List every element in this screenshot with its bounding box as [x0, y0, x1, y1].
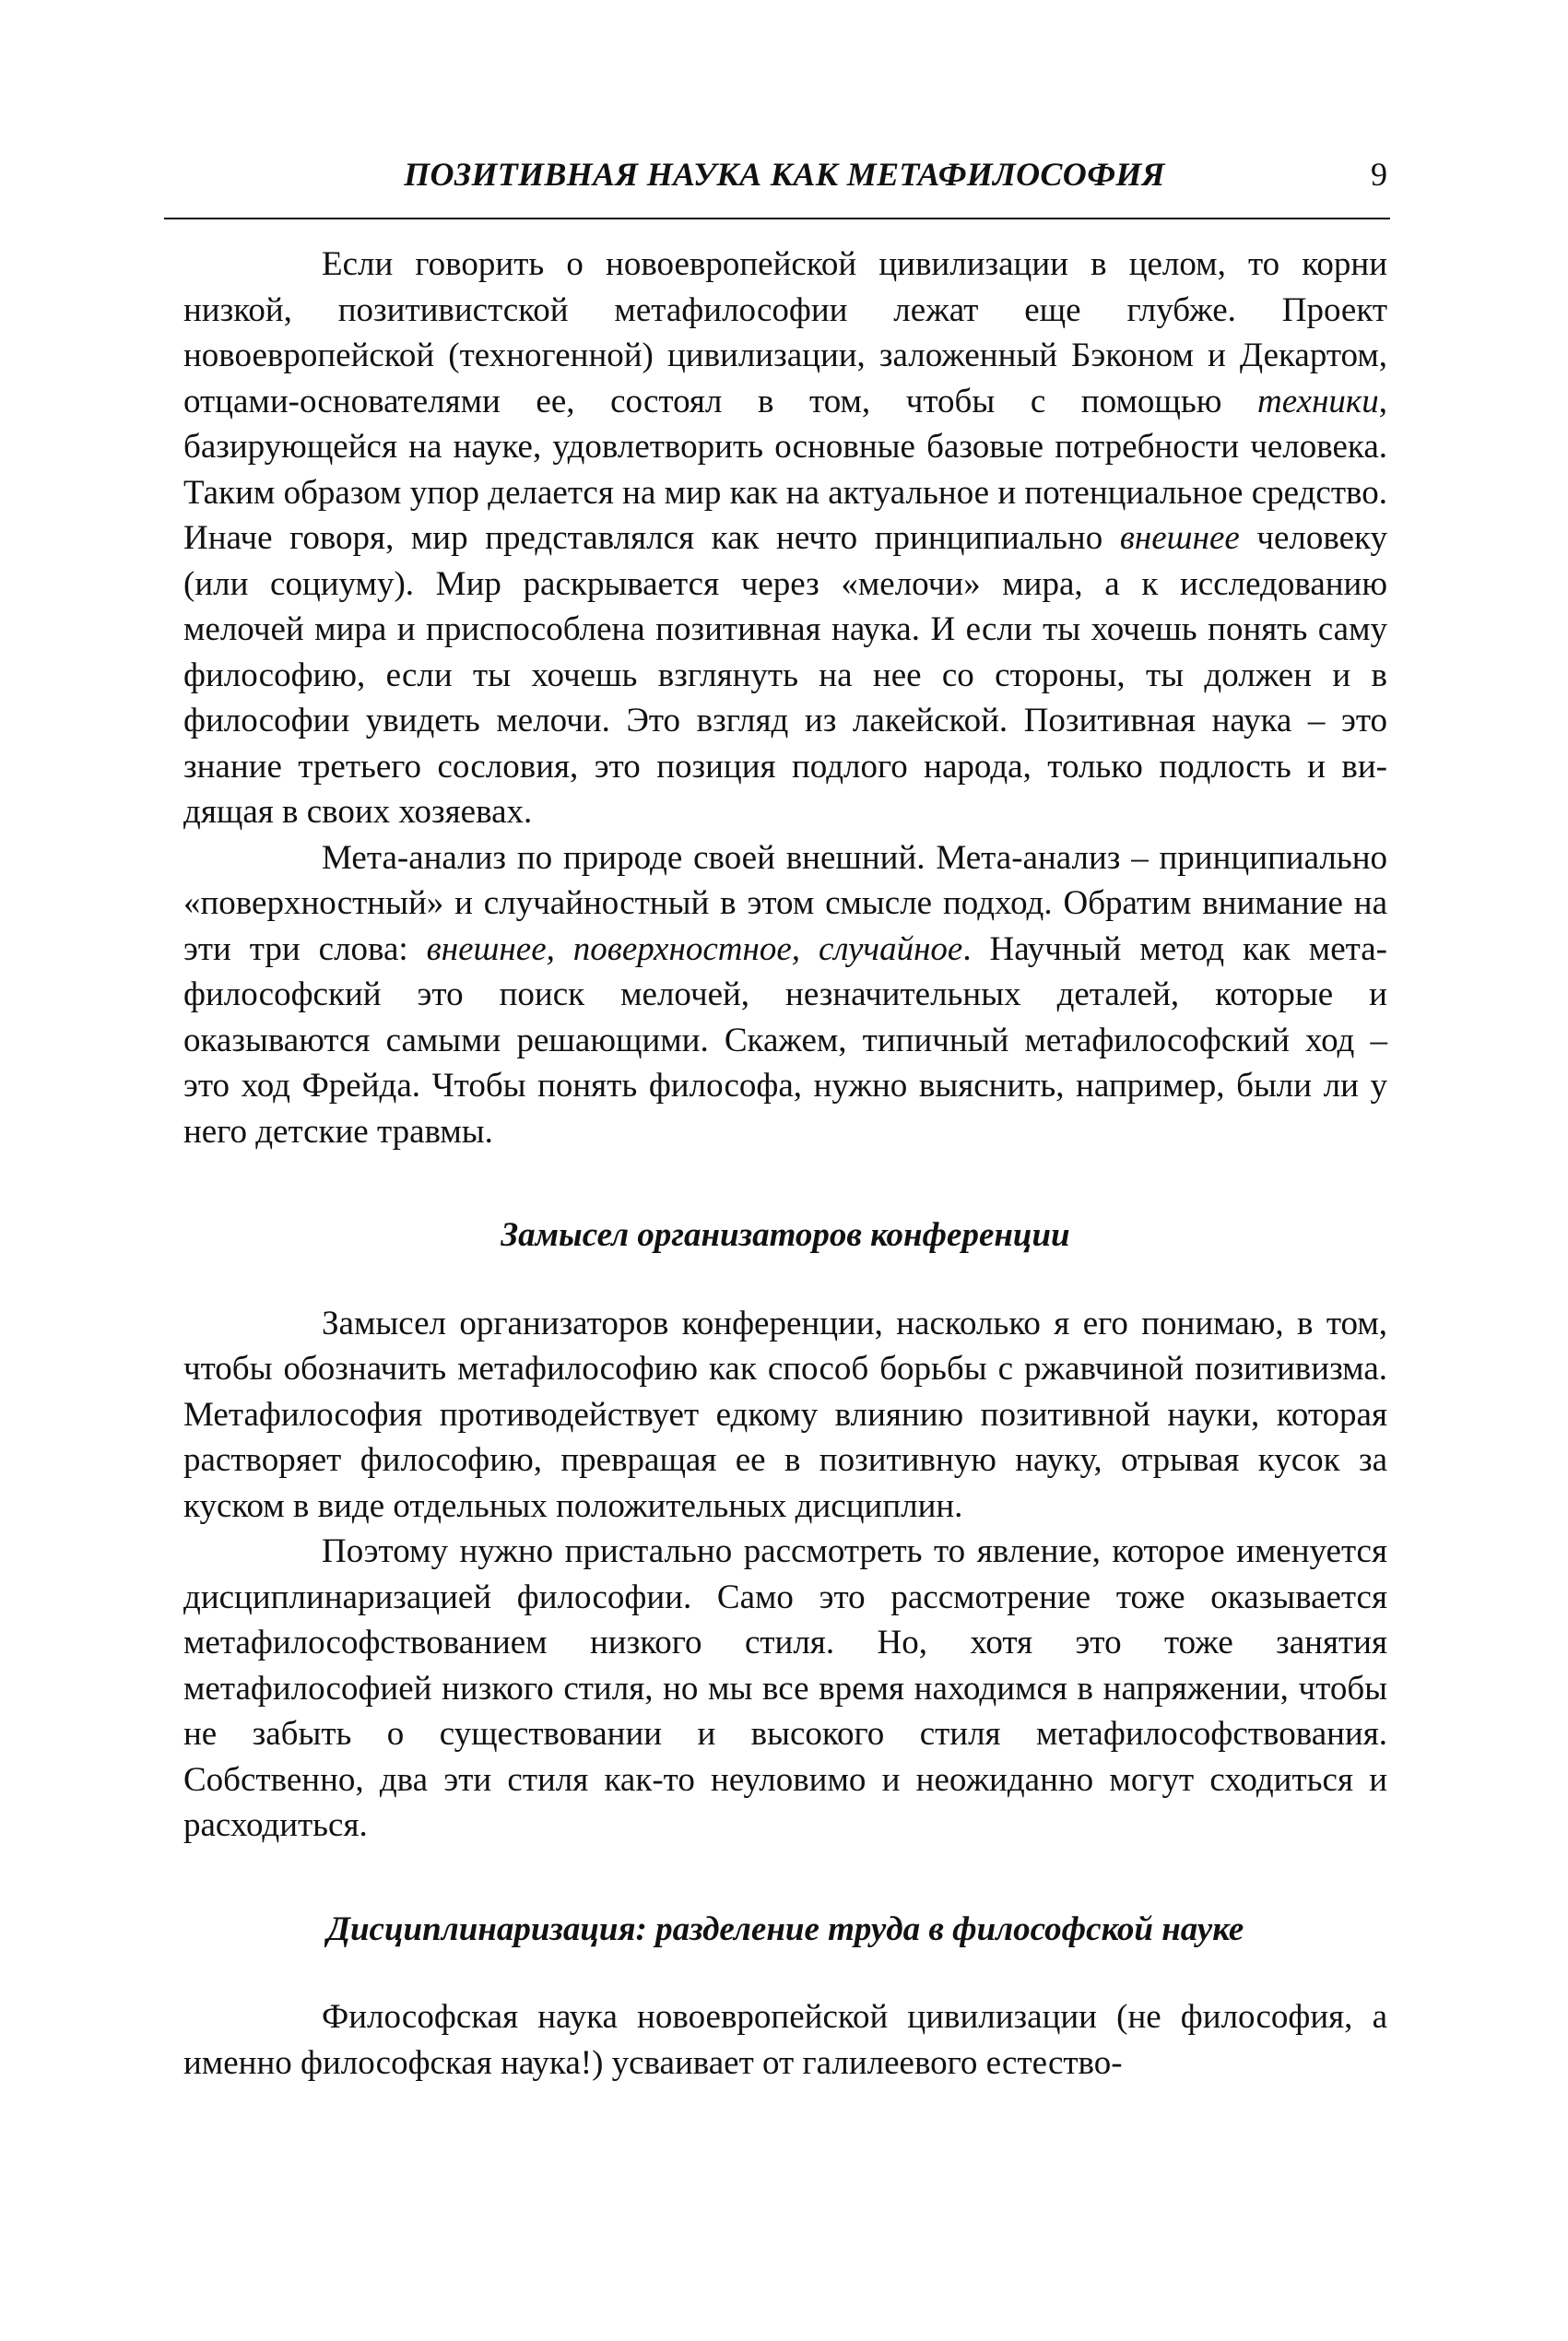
paragraph-2-text-c: . Научный метод как мета-философский это поиск мелочей, незначительных деталей, которые и оказываются самыми решающими. Скажем, типичный метафилософский ход – это ход Фрейда. Чтобы понять философа, нужно выяснить, например, были ли у него детские травмы.: [183, 929, 1387, 1151]
running-header: [182, 155, 1387, 210]
spacer: [183, 1259, 1387, 1301]
header-rule: [164, 218, 1390, 219]
paragraph-1-emphasis-external: внешнее: [1119, 519, 1240, 557]
paragraph-1: [183, 242, 1387, 835]
paragraph-2-text-a: Мета-анализ по природе своей внешний. Мета-анализ – принципиально «поверхностный» и случайностный в этом смысле подход. Обратим внимание на эти три слова:: [183, 838, 1387, 968]
paragraph-3: Замысел организаторов конференции, насколько я его понимаю, в том, чтобы обозначить метафилософию как способ борьбы с ржавчиной позитивизма. Метафилософия противодействует едкому влиянию позитивной науки, которая растворяет философию, превращая ее в позитивную науку, отрывая кусок за куском в виде отдельных положительных дисциплин.: [183, 1304, 1387, 1525]
paragraph-1-emphasis-technique: техники: [1257, 382, 1379, 420]
section-heading-conference: Замысел организаторов конференции: [501, 1216, 1070, 1254]
page-body: [183, 242, 1387, 2086]
paragraph-2: [183, 835, 1387, 1155]
running-title: ПОЗИТИВНАЯ НАУКА КАК МЕТАФИЛОСОФИЯ: [404, 156, 1165, 193]
page-number: 9: [1371, 156, 1387, 193]
paragraph-5: Философская наука новоевропейской цивилизации (не философия, а именно философская наука!) усваивает от галилеевого естество-: [183, 1998, 1387, 2082]
paragraph-1-text-e: человеку (или социуму). Мир раскрывается через «мелочи» мира, а к исследованию мелочей мира и приспособлена позитивная наука. И если ты хочешь понять саму философию, если ты хочешь взглянуть на нее со стороны, ты должен и в философии увидеть мелочи. Это взгляд из лакейской. Позитивная наука – это знание третьего сословия, это позиция подлого народа, только подлость и видящая в своих хозяевах.: [183, 519, 1387, 831]
spacer: [183, 1154, 1387, 1212]
paragraph-2-emphasis-three-words: внешнее, поверхностное, случайное: [426, 929, 963, 968]
section-heading-disciplinarization: Дисциплинаризация: разделение труда в философской науке: [326, 1909, 1244, 1948]
spacer: [183, 1952, 1387, 1994]
paragraph-1-text-a: Если говорить о новоевропейской цивилизации в целом, то корни низкой, позитивистской метафилософии лежат еще глубже. Проект новоевропейской (техногенной) цивилизации, заложенный Бэконом и Декартом, отцами-основателями ее, состоял в том, чтобы с помощью: [183, 245, 1387, 420]
spacer: [183, 1849, 1387, 1907]
paragraph-4: Поэтому нужно пристально рассмотреть то явление, которое именуется дисциплинаризацией философии. Само это рассмотрение тоже оказывается метафилософствованием низкого стиля. Но, хотя это тоже занятия метафилософией низкого стиля, но мы все время находимся в напряжении, чтобы не забыть о существовании и высокого стиля метафилософствования. Собственно, два эти стиля как-то неуловимо и неожиданно могут сходиться и расходиться.: [183, 1532, 1387, 1844]
paragraph-1-text-c: , базирующейся на науке, удовлетворить основные базовые потребности человека. Таким образом упор делается на мир как на актуальное и потенциальное средство. Иначе говоря, мир представлялся как нечто принципиально: [183, 382, 1387, 557]
